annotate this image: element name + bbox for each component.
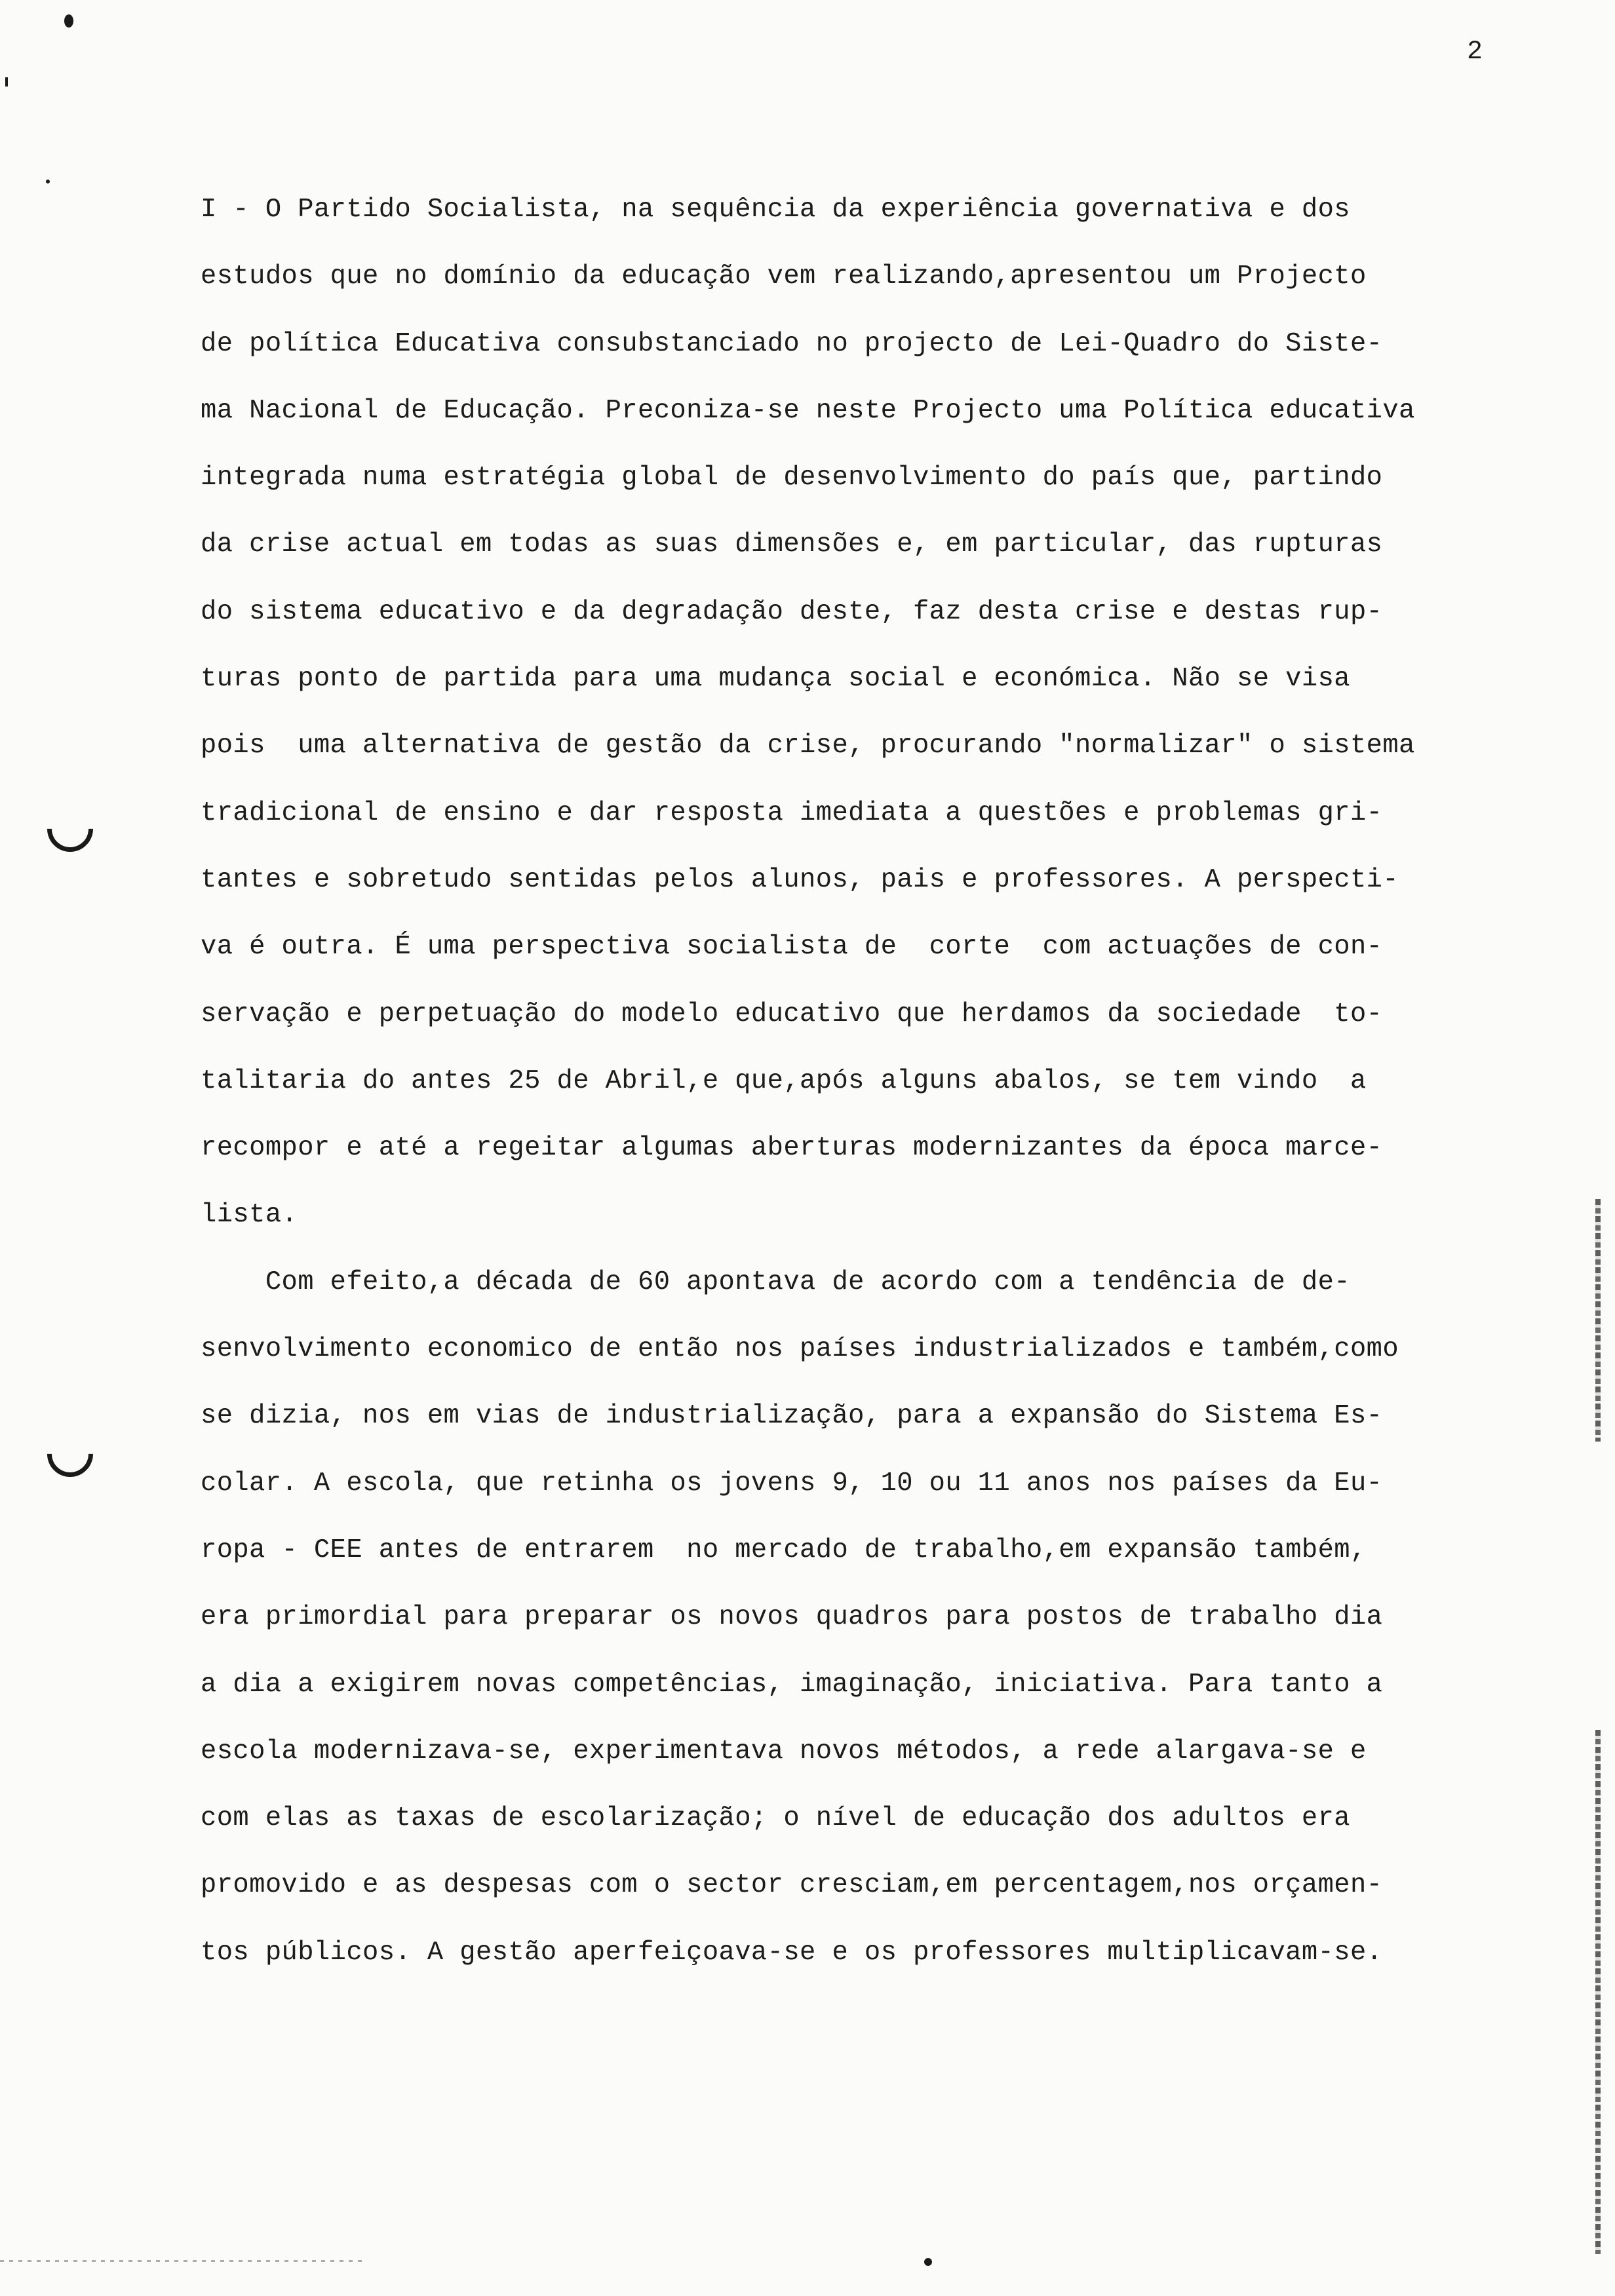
text-line: tantes e sobretudo sentidas pelos alunos, pais e professores. A perspecti- — [201, 864, 1399, 895]
text-line: se dizia, nos em vias de industrialização, para a expansão do Sistema Es- — [201, 1401, 1383, 1432]
text-line: ma Nacional de Educação. Preconiza-se neste Projecto uma Política educativa — [201, 395, 1415, 426]
scan-edge — [1595, 1730, 1601, 2254]
text-line: a dia a exigirem novas competências, imaginação, iniciativa. Para tanto a — [201, 1669, 1383, 1700]
text-line: Com efeito,a década de 60 apontava de acordo com a tendência de de- — [201, 1267, 1350, 1297]
scan-edge — [1595, 1199, 1601, 1442]
text-line: de política Educativa consubstanciado no projecto de Lei-Quadro do Siste- — [201, 328, 1383, 359]
text-line: com elas as taxas de escolarização; o nível de educação dos adultos era — [201, 1803, 1350, 1834]
punch-hole-mark — [38, 797, 103, 862]
text-line: ropa - CEE antes de entrarem no mercado de trabalho,em expansão também, — [201, 1535, 1367, 1565]
text-line: estudos que no domínio da educação vem realizando,apresentou um Projecto — [201, 261, 1367, 292]
text-line: talitaria do antes 25 de Abril,e que,após alguns abalos, se tem vindo a — [201, 1065, 1367, 1096]
scan-speck — [924, 2258, 932, 2266]
paragraph-1 — [201, 190, 1551, 1263]
text-line: escola modernizava-se, experimentava novos métodos, a rede alargava-se e — [201, 1736, 1367, 1767]
scan-speck — [46, 180, 50, 183]
text-line: tradicional de ensino e dar resposta imediata a questões e problemas gri- — [201, 797, 1383, 828]
text-line: turas ponto de partida para uma mudança social e económica. Não se visa — [201, 664, 1350, 695]
text-line: integrada numa estratégia global de desenvolvimento do país que, partindo — [201, 463, 1383, 493]
scan-speck — [64, 14, 73, 28]
page-number: 2 — [1467, 37, 1483, 67]
text-line: era primordial para preparar os novos quadros para postos de trabalho dia — [201, 1602, 1383, 1633]
scan-speck — [5, 77, 8, 86]
punch-hole-mark — [38, 1422, 103, 1487]
text-line: lista. — [201, 1200, 298, 1231]
scan-edge-bottom — [0, 2260, 367, 2262]
text-line: senvolvimento economico de então nos países industrializados e também,como — [201, 1334, 1399, 1365]
text-line: pois uma alternativa de gestão da crise, procurando "normalizar" o sistema — [201, 731, 1415, 761]
text-line: tos públicos. A gestão aperfeiçoava-se e os professores multiplicavam-se. — [201, 1937, 1383, 1968]
text-line: recompor e até a regeitar algumas aberturas modernizantes da época marce- — [201, 1133, 1383, 1164]
text-line: do sistema educativo e da degradação deste, faz desta crise e destas rup- — [201, 596, 1383, 627]
text-line: colar. A escola, que retinha os jovens 9, 10 ou 11 anos nos países da Eu- — [201, 1468, 1383, 1499]
text-line: da crise actual em todas as suas dimensões e, em particular, das rupturas — [201, 529, 1383, 560]
text-line: I - O Partido Socialista, na sequência da experiência governativa e dos — [201, 195, 1350, 225]
text-line: va é outra. É uma perspectiva socialista de corte com actuações de con- — [201, 932, 1383, 963]
text-line: promovido e as despesas com o sector cresciam,em percentagem,nos orçamen- — [201, 1870, 1383, 1901]
paragraph-2 — [201, 1263, 1551, 2000]
document-body — [201, 190, 1551, 2000]
text-line: servação e perpetuação do modelo educativo que herdamos da sociedade to- — [201, 999, 1383, 1029]
